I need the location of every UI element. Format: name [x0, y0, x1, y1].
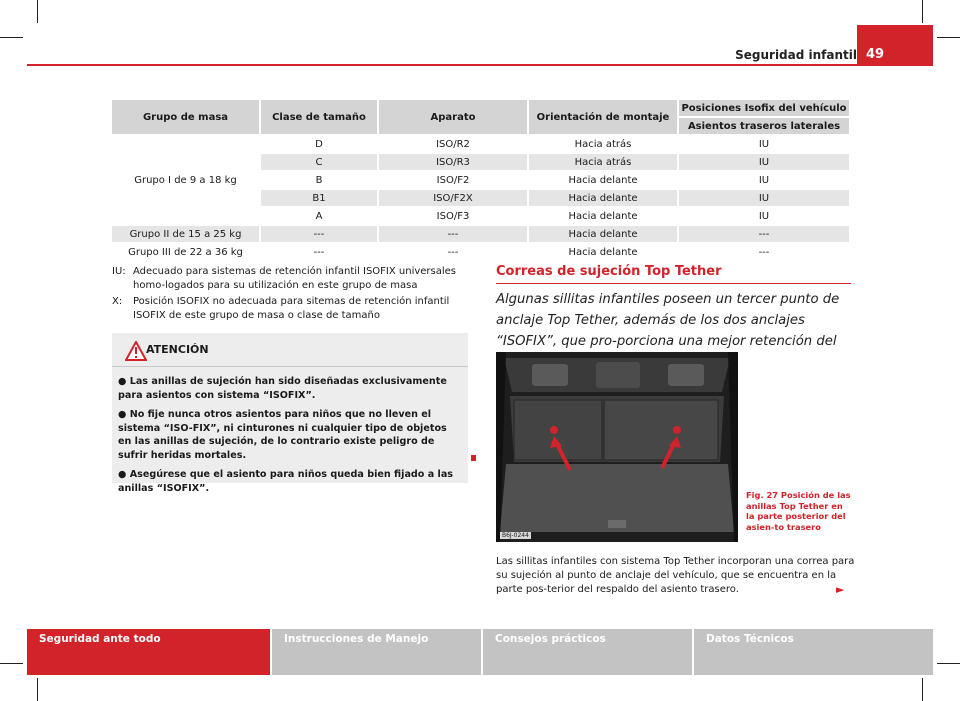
col-header-mass-group: Grupo de masa — [112, 100, 261, 136]
rear-cell: IU — [679, 190, 851, 208]
footer-tab-operating[interactable]: Instrucciones de Manejo — [272, 629, 481, 675]
footer-tab-tips[interactable]: Consejos prácticos — [483, 629, 692, 675]
table-row — [112, 226, 851, 244]
figure-code: B6J-0244 — [502, 532, 529, 539]
rear-cell: --- — [679, 226, 851, 244]
crop-mark — [37, 0, 38, 23]
col-header-orientation: Orientación de montaje — [529, 100, 679, 136]
table-row — [112, 244, 851, 262]
orientation-cell: Hacia delante — [529, 208, 679, 226]
warning-body — [112, 367, 468, 495]
footer-tab-technical[interactable]: Datos Técnicos — [694, 629, 933, 675]
table-row — [112, 136, 851, 154]
size-cell: --- — [261, 226, 379, 244]
orientation-cell: Hacia delante — [529, 244, 679, 262]
rear-cell: IU — [679, 154, 851, 172]
orientation-cell: Hacia delante — [529, 190, 679, 208]
device-cell: --- — [379, 226, 529, 244]
section-title: Correas de sujeción Top Tether — [496, 264, 722, 279]
size-cell: B1 — [261, 190, 379, 208]
running-header: Seguridad infantil — [735, 48, 857, 62]
trunk-photo — [496, 352, 738, 542]
col-header-isofix: Posiciones Isofix del vehículo — [679, 100, 851, 118]
crop-mark — [937, 663, 960, 664]
size-cell: B — [261, 172, 379, 190]
warning-item: ● No fije nunca otros asientos para niños que no lleven el sistema “ISO-FIX”, ni cinturones ni cualquier tipo de objetos en las anillas de sujeción, de lo contrario existe peligro de sufrir heridas mortales. — [118, 409, 447, 461]
size-cell: C — [261, 154, 379, 172]
col-subheader-rear-seats: Asientos traseros laterales — [679, 118, 851, 136]
group-cell: Grupo II de 15 a 25 kg — [112, 226, 261, 244]
legend-notes — [112, 265, 467, 325]
device-cell: --- — [379, 244, 529, 262]
group-cell: Grupo III de 22 a 36 kg — [112, 244, 261, 262]
device-cell: ISO/F2 — [379, 172, 529, 190]
warning-box — [112, 333, 468, 494]
crop-mark — [922, 678, 923, 701]
legend-text: Adecuado para sistemas de retención infantil ISOFIX universales homo-logados para su utilización en este grupo de masa — [133, 266, 457, 291]
rear-cell: --- — [679, 244, 851, 262]
size-cell: D — [261, 136, 379, 154]
crop-mark — [0, 37, 23, 38]
rear-cell: IU — [679, 208, 851, 226]
rear-cell: IU — [679, 136, 851, 154]
legend-key: X: — [112, 296, 123, 307]
legend-text: Posición ISOFIX no adecuada para sitemas de retención infantil ISOFIX de este grupo de masa o clase de tamaño — [133, 296, 450, 321]
end-marker — [471, 455, 476, 461]
section-rule — [496, 283, 851, 284]
col-header-size-class: Clase de tamaño — [261, 100, 379, 136]
device-cell: ISO/F2X — [379, 190, 529, 208]
device-cell: ISO/F3 — [379, 208, 529, 226]
crop-mark — [922, 0, 923, 23]
group-cell: Grupo I de 9 a 18 kg — [112, 136, 261, 226]
figure-caption: Fig. 27 Posición de las anillas Top Tether en la parte posterior del asien-to trasero — [746, 490, 851, 532]
page-number: 49 — [857, 25, 933, 66]
warning-title: ATENCIÓN — [146, 343, 209, 356]
footer-tab-safety[interactable]: Seguridad ante todo — [27, 629, 270, 675]
continue-arrow-icon: ► — [836, 583, 845, 596]
crop-mark — [37, 678, 38, 701]
isofix-table — [112, 100, 851, 262]
legend-note — [112, 295, 467, 323]
warning-item: ● Las anillas de sujeción han sido diseñadas exclusivamente para asientos con sistema “ISOFIX”. — [118, 376, 447, 401]
legend-note — [112, 265, 467, 293]
legend-key: IU: — [112, 266, 126, 277]
orientation-cell: Hacia delante — [529, 226, 679, 244]
col-header-device: Aparato — [379, 100, 529, 136]
warning-item: ● Asegúrese que el asiento para niños queda bien fijado a las anillas “ISOFIX”. — [118, 469, 454, 494]
crop-mark — [937, 37, 960, 38]
size-cell: A — [261, 208, 379, 226]
rear-cell: IU — [679, 172, 851, 190]
header-rule — [27, 64, 933, 66]
orientation-cell: Hacia atrás — [529, 154, 679, 172]
orientation-cell: Hacia delante — [529, 172, 679, 190]
crop-mark — [0, 663, 23, 664]
trunk-illustration — [496, 352, 738, 542]
section-body: Las sillitas infantiles con sistema Top Tether incorporan una correa para su sujeción al punto de anclaje del vehículo, que se encuentra en la parte pos-terior del respaldo del asiento trasero. — [496, 556, 855, 595]
size-cell: --- — [261, 244, 379, 262]
device-cell: ISO/R2 — [379, 136, 529, 154]
orientation-cell: Hacia atrás — [529, 136, 679, 154]
warning-triangle-icon — [125, 341, 147, 361]
warning-header — [112, 333, 468, 367]
device-cell: ISO/R3 — [379, 154, 529, 172]
section-intro: Algunas sillitas infantiles poseen un tercer punto de anclaje Top Tether, además de los dos anclajes “ISOFIX”, que pro-porciona una mejor retención del — [496, 292, 840, 349]
